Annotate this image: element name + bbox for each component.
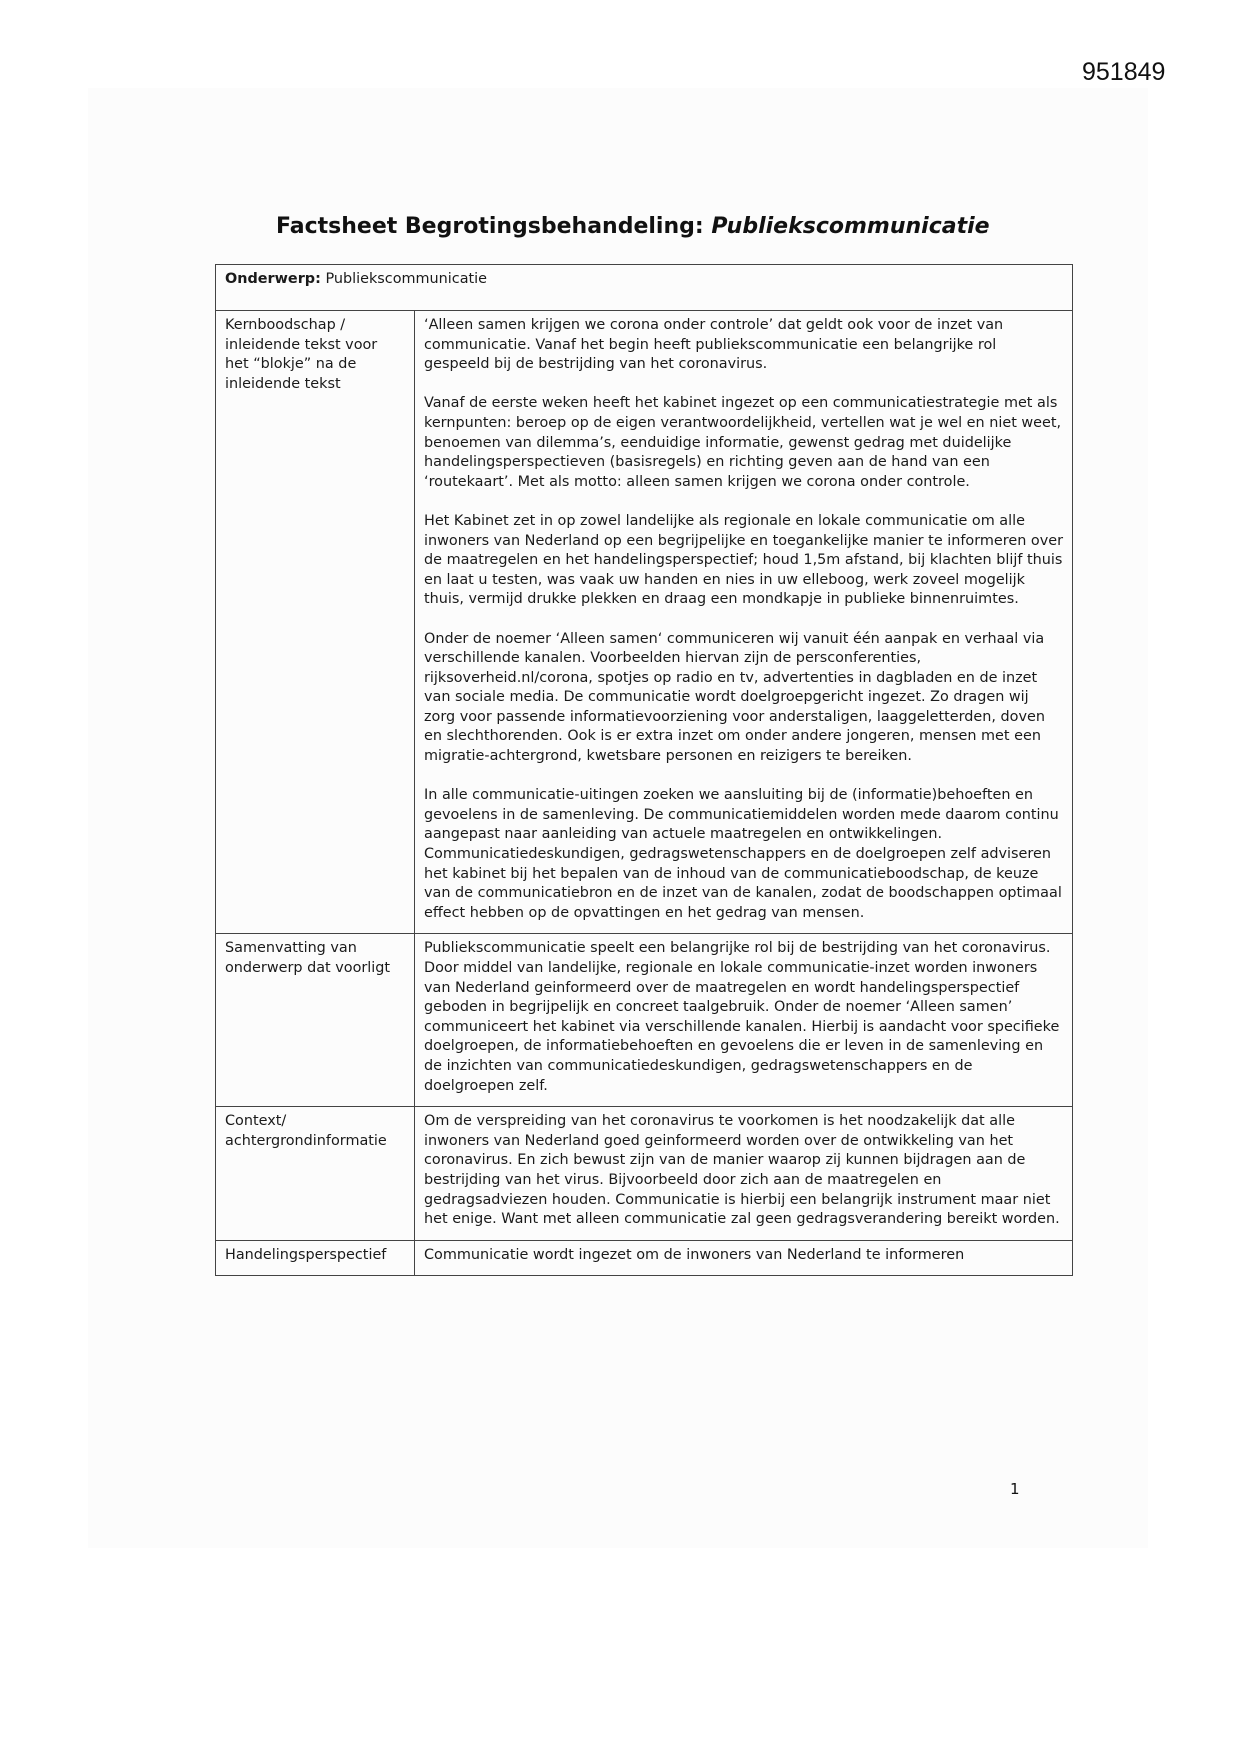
- subject-value: Publiekscommunicatie: [325, 271, 488, 287]
- row-content: [415, 1107, 1073, 1241]
- page-number: 1: [1010, 1480, 1020, 1498]
- paragraph: Onder de noemer ‘Alleen samen‘ communiceren wij vanuit één aanpak en verhaal via verschillende kanalen. Voorbeelden hiervan zijn de persconferenties, rijksoverheid.nl/corona, spotjes op radio en tv, advertenties in dagbladen en de inzet van sociale media. De communicatie wordt doelgroepgericht ingezet. Zo dragen wij zorg voor passende informatievoorziening voor anderstaligen, laaggeletterden, doven en slechthorenden. Ook is er extra inzet om onder andere jongeren, mensen met een migratie-achtergrond, kwetsbare personen en reizigers te bereiken.: [424, 630, 1045, 765]
- row-label: Kernboodschap / inleidende tekst voor het “blokje” na de inleidende tekst: [216, 311, 415, 934]
- document-title: [276, 214, 1076, 239]
- table-row: [216, 1107, 1073, 1241]
- paragraph: Communicatie wordt ingezet om de inwoners van Nederland te informeren: [424, 1246, 965, 1263]
- row-label: Samenvatting van onderwerp dat voorligt: [216, 934, 415, 1107]
- header-row: [216, 265, 1073, 311]
- title-emphasis: Publiekscommunicatie: [711, 214, 990, 239]
- subject-label: Onderwerp:: [225, 271, 321, 287]
- row-content: [415, 311, 1073, 934]
- paragraph: ‘Alleen samen krijgen we corona onder controle’ dat geldt ook voor de inzet van communicatie. Vanaf het begin heeft publiekscommunicatie een belangrijke rol gespeeld bij de bestrijding van het coronavirus.: [424, 317, 1004, 373]
- row-content: [415, 934, 1073, 1107]
- table-row: [216, 311, 1073, 934]
- paragraph: Vanaf de eerste weken heeft het kabinet ingezet op een communicatiestrategie met als kernpunten: beroep op de eigen verantwoordelijkheid, vertellen wat je wel en niet weet, benoemen van dilemma’s, eenduidige informatie, gewenst gedrag met duidelijke handelingsperspectieven (basisregels) en richting geven aan de hand van een ‘routekaart’. Met als motto: alleen samen krijgen we corona onder controle.: [424, 395, 1062, 490]
- row-content: [415, 1240, 1073, 1276]
- paragraph: Het Kabinet zet in op zowel landelijke als regionale en lokale communicatie om alle inwoners van Nederland op een begrijpelijke en toegankelijke manier te informeren over de maatregelen en het handelingsperspectief; houd 1,5m afstand, bij klachten blijf thuis en laat u testen, was vaak uw handen en nies in uw elleboog, werk zoveel mogelijk thuis, vermijd drukke plekken en draag een mondkapje in publieke binnenruimtes.: [424, 512, 1064, 608]
- table-row: [216, 1240, 1073, 1276]
- factsheet-table: [215, 264, 1073, 1276]
- subject-cell: [216, 265, 1073, 311]
- paragraph: Om de verspreiding van het coronavirus te voorkomen is het noodzakelijk dat alle inwoners van Nederland goed geinformeerd worden over de ontwikkeling van het coronavirus. En zich bewust zijn van de manier waarop zij kunnen bijdragen aan de bestrijding van het virus. Bijvoorbeeld door zich aan de maatregelen en gedragsadviezen houden. Communicatie is hierbij een belangrijk instrument maar niet het enige. Want met alleen communicatie zal geen gedragsverandering bereikt worden.: [424, 1113, 1060, 1228]
- row-label: Context/ achtergrondinformatie: [216, 1107, 415, 1241]
- title-prefix: Factsheet Begrotingsbehandeling:: [276, 214, 712, 239]
- row-label: Handelingsperspectief: [216, 1240, 415, 1276]
- table-row: [216, 934, 1073, 1107]
- paragraph: In alle communicatie-uitingen zoeken we aansluiting bij de (informatie)behoeften en gevoelens in de samenleving. De communicatiemiddelen worden mede daarom continu aangepast naar aanleiding van actuele maatregelen en ontwikkelingen. Communicatiedeskundigen, gedragswetenschappers en de doelgroepen zelf adviseren het kabinet bij het bepalen van de inhoud van de communicatieboodschap, de keuze van de communicatiebron en de inzet van de kanalen, zodat de boodschappen optimaal effect hebben op de opvattingen en het gedrag van mensen.: [424, 787, 1062, 921]
- document-id: 951849: [1082, 58, 1166, 86]
- paragraph: Publiekscommunicatie speelt een belangrijke rol bij de bestrijding van het coronavirus. Door middel van landelijke, regionale en lokale communicatie-inzet worden inwoners van Nederland geinformeerd over de maatregelen en wordt handelingsperspectief geboden in begrijpelijk en concreet taalgebruik. Onder de noemer ‘Alleen samen’ communiceert het kabinet via verschillende kanalen. Hierbij is aandacht voor specifieke doelgroepen, de informatiebehoeften en gevoelens die er leven in de samenleving en de inzichten van communicatiedeskundigen, gedragswetenschappers en de doelgroepen zelf.: [424, 940, 1060, 1094]
